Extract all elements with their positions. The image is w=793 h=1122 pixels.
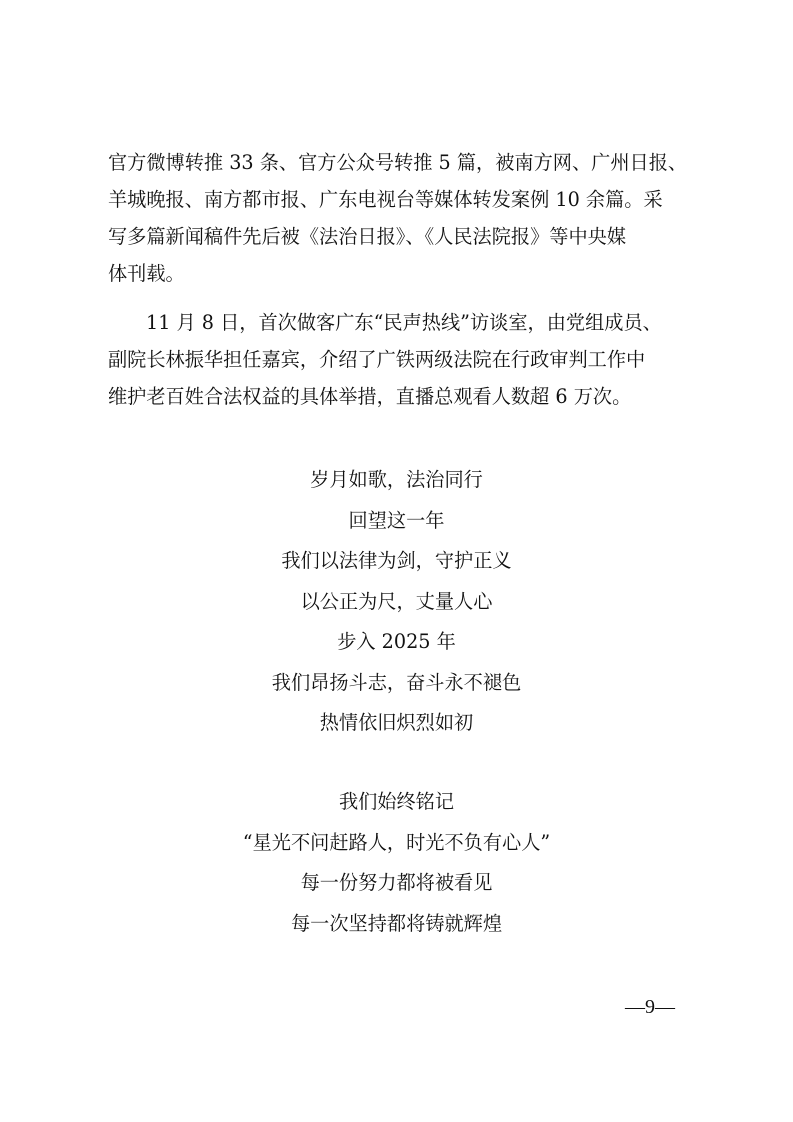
verse-stanza-2: [0, 782, 793, 944]
verse-line: 每一次坚持都将铸就辉煌: [290, 911, 503, 935]
verse-line: 岁月如歌，法治同行: [310, 468, 483, 491]
paragraph-line: 官方微博转推 33 条、官方公众号转推 5 篇，被南方网、广州日报、: [108, 151, 688, 174]
verse-line: “星光不问赶路人，时光不负有心人”: [242, 830, 551, 854]
verse-line: 我们以法律为剑，守护正义: [281, 549, 512, 572]
verse-line: 以公正为尺，丈量人心: [300, 589, 493, 613]
verse-line: 我们始终铭记: [338, 790, 455, 813]
verse-line: 热情依旧炽烈如初: [319, 711, 474, 734]
paragraph-line: 副院长林振华担任嘉宾，介绍了广铁两级法院在行政审判工作中: [108, 348, 646, 371]
verse-line: 步入 2025 年: [337, 630, 456, 653]
page-number: —9—: [625, 996, 675, 1018]
paragraph-line: 11 月 8 日，首次做客广东“民声热线”访谈室，由党组成员、: [146, 311, 662, 334]
verse-stanza-1: [0, 460, 793, 744]
verse-line: 我们昂扬斗志，奋斗永不褪色: [271, 670, 522, 694]
paragraph-line: 羊城晚报、南方都市报、广东电视台等媒体转发案例 10 余篇。采: [108, 188, 663, 211]
verse-line: 每一份努力都将被看见: [300, 871, 493, 894]
paragraph-line: 体刊载。: [108, 262, 185, 285]
paragraph-radio-interview: [108, 304, 688, 415]
paragraph-line: 维护老百姓合法权益的具体举措，直播总观看人数超 6 万次。: [108, 385, 632, 408]
paragraph-line: 写多篇新闻稿件先后被《法治日报》、《人民法院报》等中央媒: [108, 225, 627, 248]
verse-line: 回望这一年: [348, 508, 445, 532]
paragraph-media-coverage: [108, 144, 688, 292]
